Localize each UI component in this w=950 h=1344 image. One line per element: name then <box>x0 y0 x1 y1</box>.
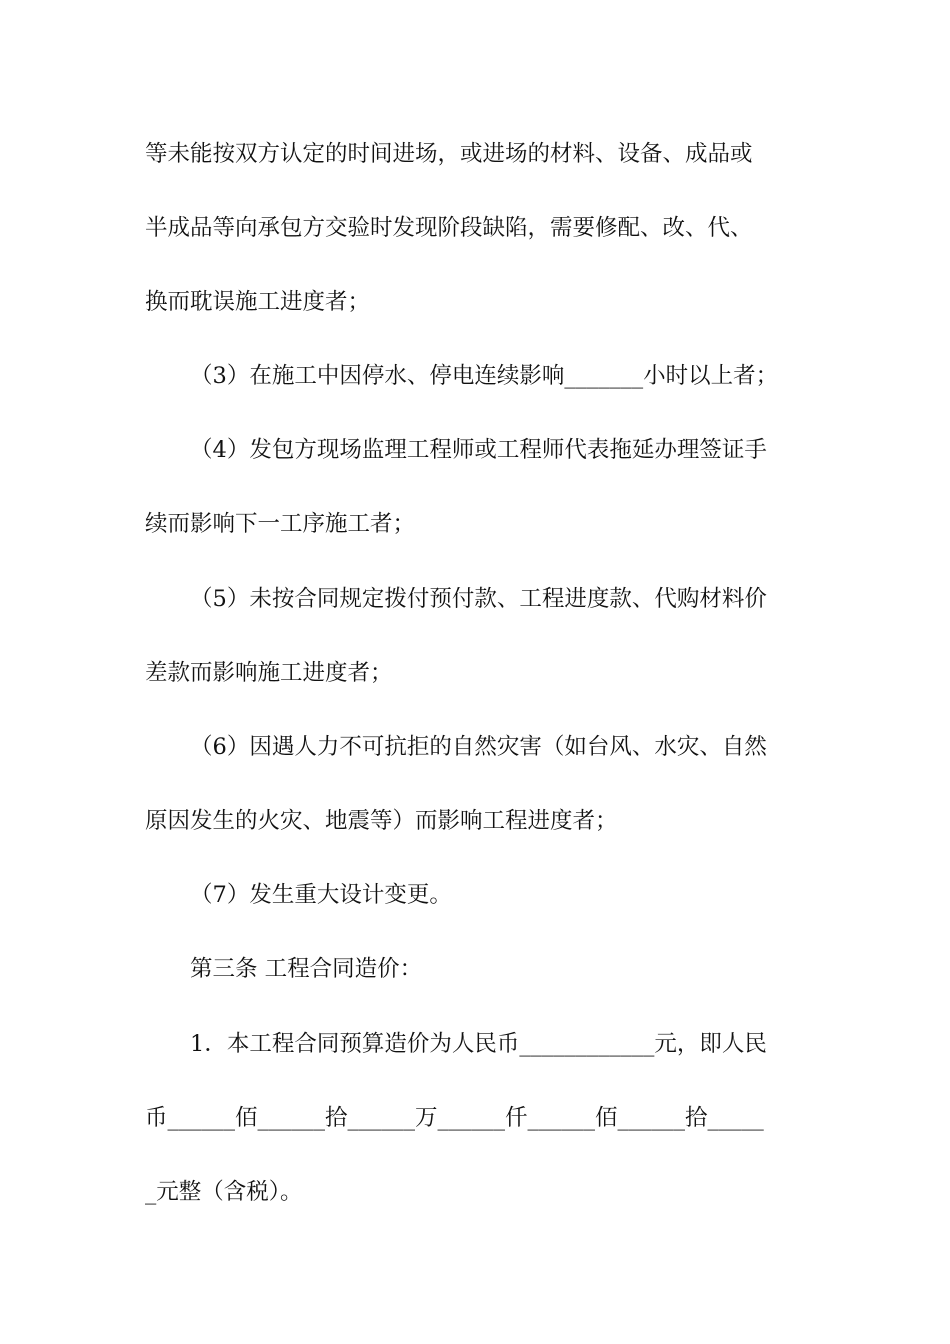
text-line-amount-fields: 币______佰______拾______万______仟______佰______拾_____ <box>145 1105 764 1131</box>
text-line-item-4: （4）发包方现场监理工程师或工程师代表拖延办理签证手 <box>190 437 767 463</box>
text-line-item-7: （7）发生重大设计变更。 <box>190 882 452 908</box>
text-line: _元整（含税）。 <box>145 1179 303 1205</box>
text-line: 半成品等向承包方交验时发现阶段缺陷，需要修配、改、代、 <box>145 215 753 241</box>
section-heading: 第三条 工程合同造价： <box>190 956 423 982</box>
text-line: 差款而影响施工进度者； <box>145 660 393 686</box>
text-line-clause-1: 1．本工程合同预算造价为人民币____________元，即人民 <box>190 1031 767 1057</box>
text-line-item-6: （6）因遇人力不可抗拒的自然灾害（如台风、水灾、自然 <box>190 734 767 760</box>
text-line-item-3: （3）在施工中因停水、停电连续影响_______小时以上者； <box>190 363 779 389</box>
text-line: 续而影响下一工序施工者； <box>145 511 416 537</box>
text-line-item-5: （5）未按合同规定拨付预付款、工程进度款、代购材料价 <box>190 586 767 612</box>
text-line: 等未能按双方认定的时间进场，或进场的材料、设备、成品或 <box>145 141 753 167</box>
text-line: 换而耽误施工进度者； <box>145 289 371 315</box>
text-line: 原因发生的火灾、地震等）而影响工程进度者； <box>145 808 618 834</box>
